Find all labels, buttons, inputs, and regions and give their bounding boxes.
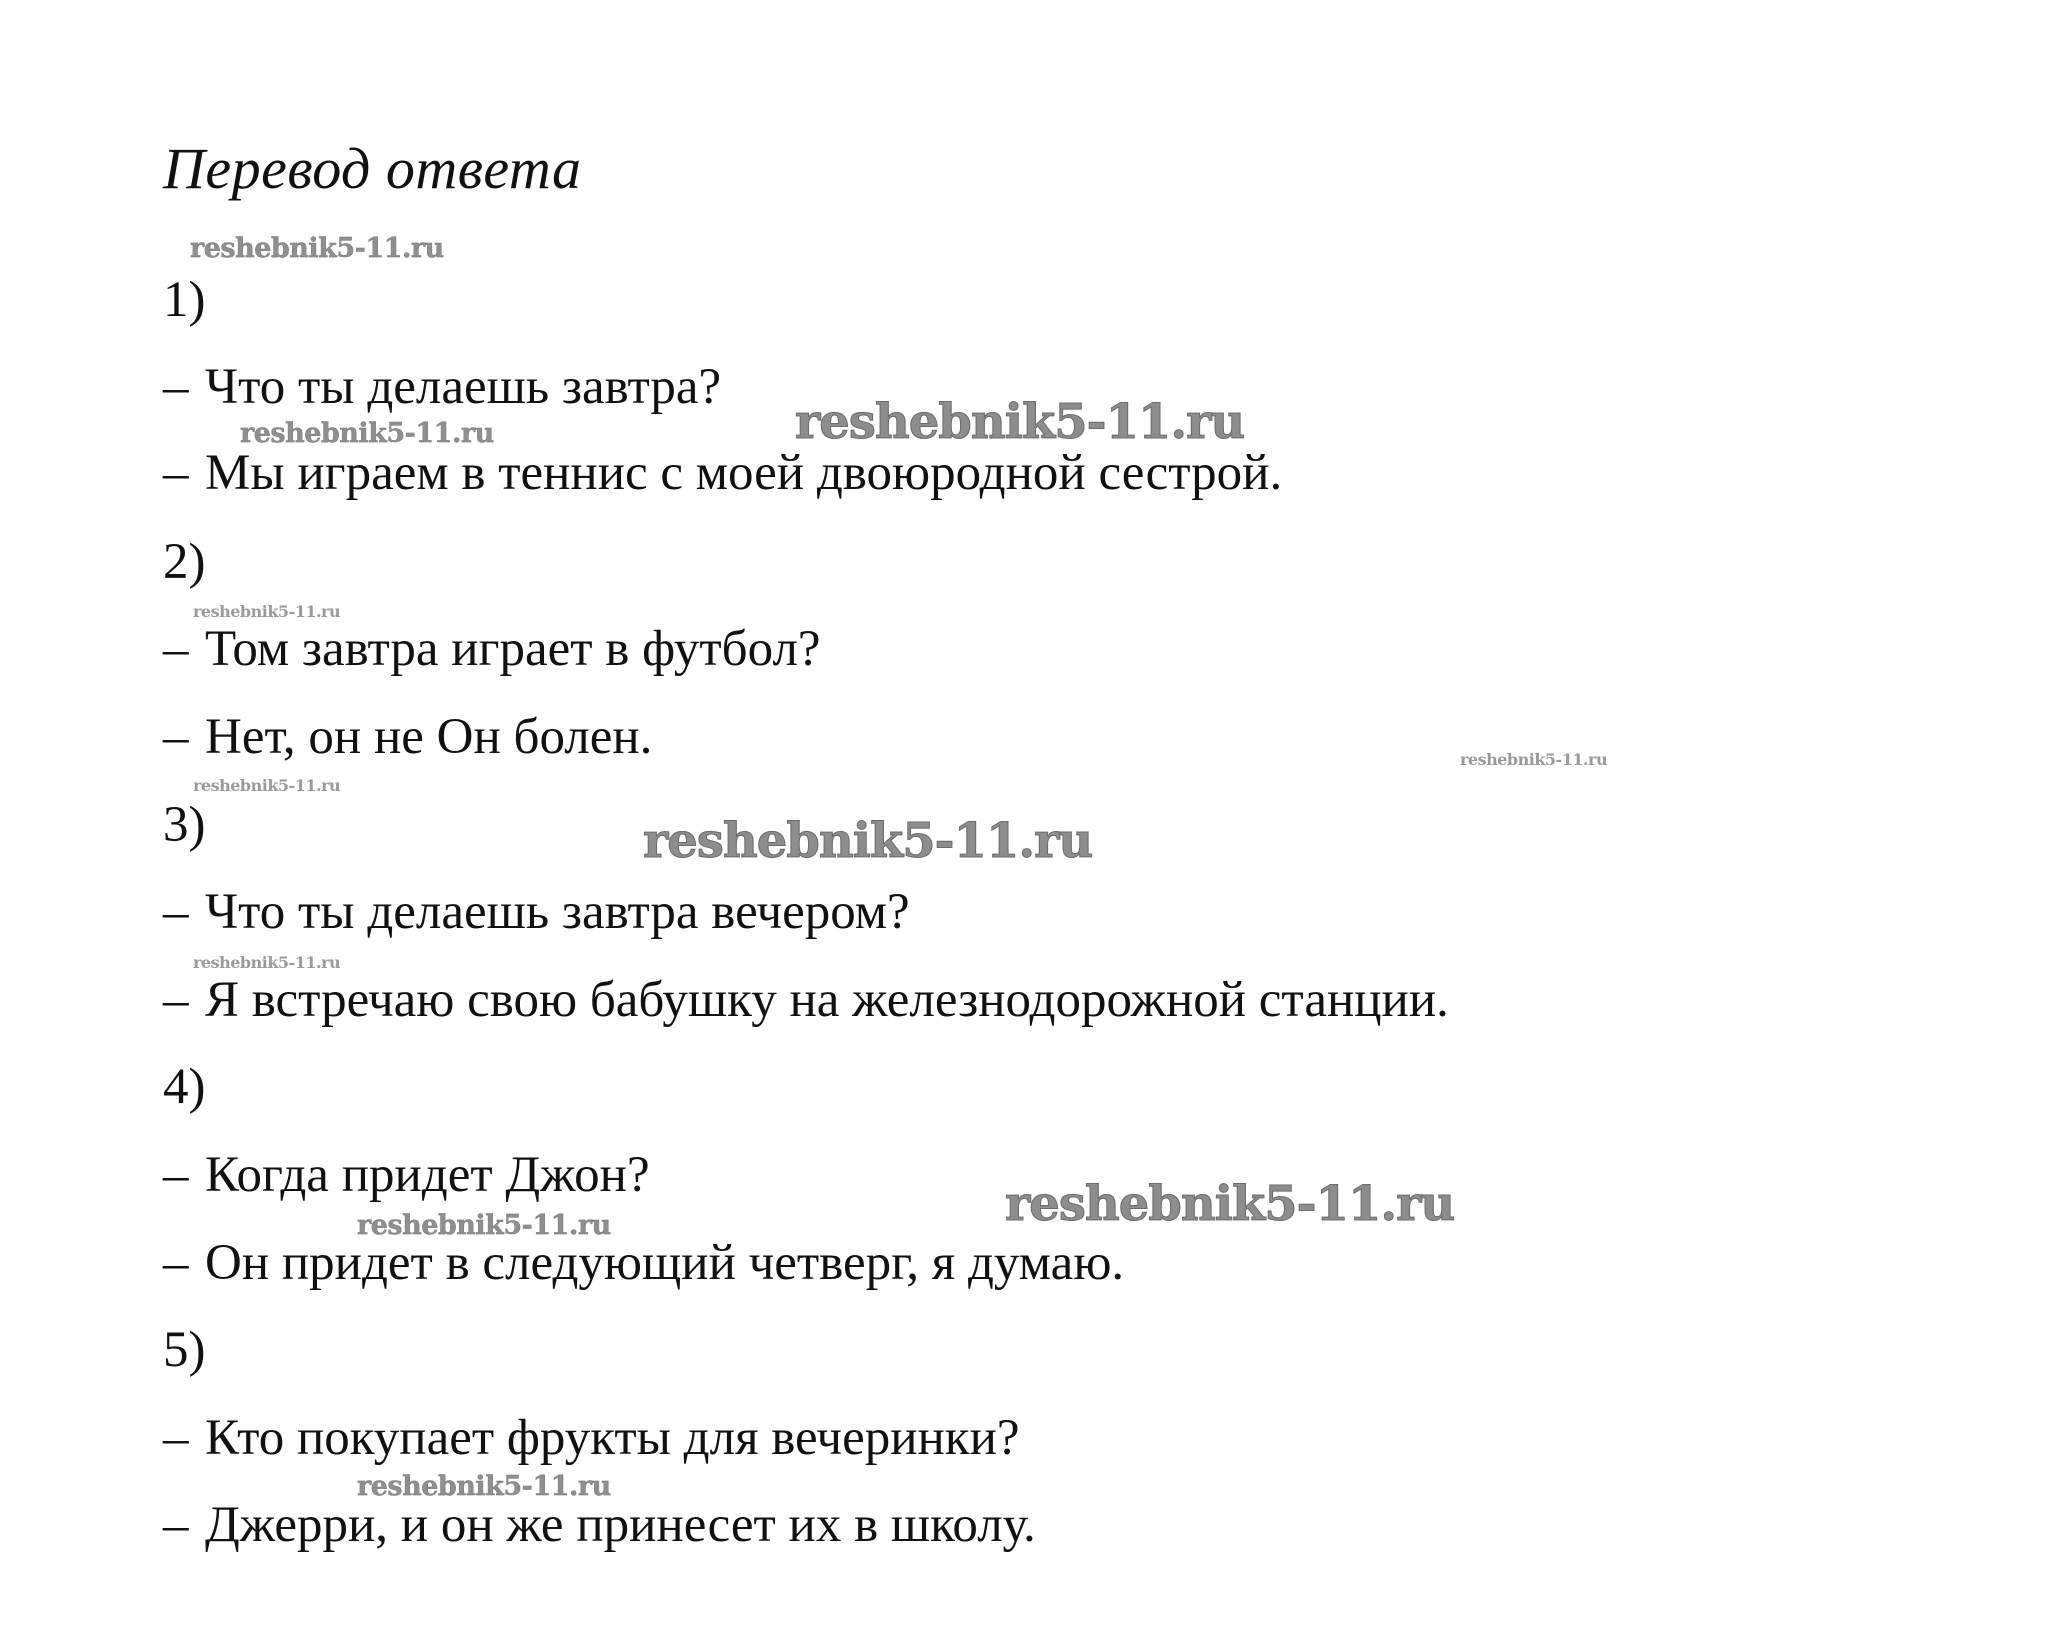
dialogue-line <box>163 621 821 677</box>
dialogue-line <box>163 1147 650 1203</box>
page-heading: Перевод ответа <box>163 136 582 201</box>
line-text: Я встречаю свою бабушку на железнодорожной станции. <box>205 972 1449 1028</box>
dash: – <box>163 709 189 765</box>
dialogue-number: 3) <box>163 797 206 853</box>
line-text: Что ты делаешь завтра? <box>205 359 722 415</box>
dash: – <box>163 1410 189 1466</box>
dash: – <box>163 621 189 677</box>
line-text: Нет, он не Он болен. <box>205 709 653 765</box>
dialogue-line <box>163 884 910 940</box>
watermark: reshebnik5-11.ru <box>193 776 341 795</box>
watermark: reshebnik5-11.ru <box>357 1210 611 1241</box>
dialogue-line <box>163 709 653 765</box>
dialogue-number: 2) <box>163 534 206 590</box>
watermark: reshebnik5-11.ru <box>643 813 1093 869</box>
dash: – <box>163 1235 189 1291</box>
dialogue-number: 1) <box>163 272 206 328</box>
dash: – <box>163 445 189 501</box>
dash: – <box>163 972 189 1028</box>
watermark: reshebnik5-11.ru <box>1460 750 1608 769</box>
dialogue-number: 4) <box>163 1059 206 1115</box>
watermark: reshebnik5-11.ru <box>190 233 444 264</box>
dialogue-line <box>163 1235 1125 1291</box>
line-text: Джерри, и он же принесет их в школу. <box>205 1497 1036 1553</box>
dialogue-line <box>163 1410 1020 1466</box>
line-text: Кто покупает фрукты для вечеринки? <box>205 1410 1020 1466</box>
watermark: reshebnik5-11.ru <box>193 602 341 621</box>
dash: – <box>163 359 189 415</box>
dash: – <box>163 884 189 940</box>
watermark: reshebnik5-11.ru <box>193 953 341 972</box>
watermark: reshebnik5-11.ru <box>240 418 494 449</box>
line-text: Он придет в следующий четверг, я думаю. <box>205 1235 1125 1291</box>
dash: – <box>163 1147 189 1203</box>
line-text: Том завтра играет в футбол? <box>205 621 821 677</box>
watermark: reshebnik5-11.ru <box>795 394 1245 450</box>
dialogue-line <box>163 359 722 415</box>
line-text: Когда придет Джон? <box>205 1147 650 1203</box>
watermark: reshebnik5-11.ru <box>1005 1176 1455 1232</box>
watermark: reshebnik5-11.ru <box>357 1471 611 1502</box>
line-text: Что ты делаешь завтра вечером? <box>205 884 910 940</box>
dialogue-number: 5) <box>163 1322 206 1378</box>
dialogue-line <box>163 972 1449 1028</box>
dialogue-line <box>163 1497 1036 1553</box>
line-text: Мы играем в теннис с моей двоюродной сестрой. <box>205 445 1283 501</box>
dialogue-line <box>163 445 1283 501</box>
dash: – <box>163 1497 189 1553</box>
